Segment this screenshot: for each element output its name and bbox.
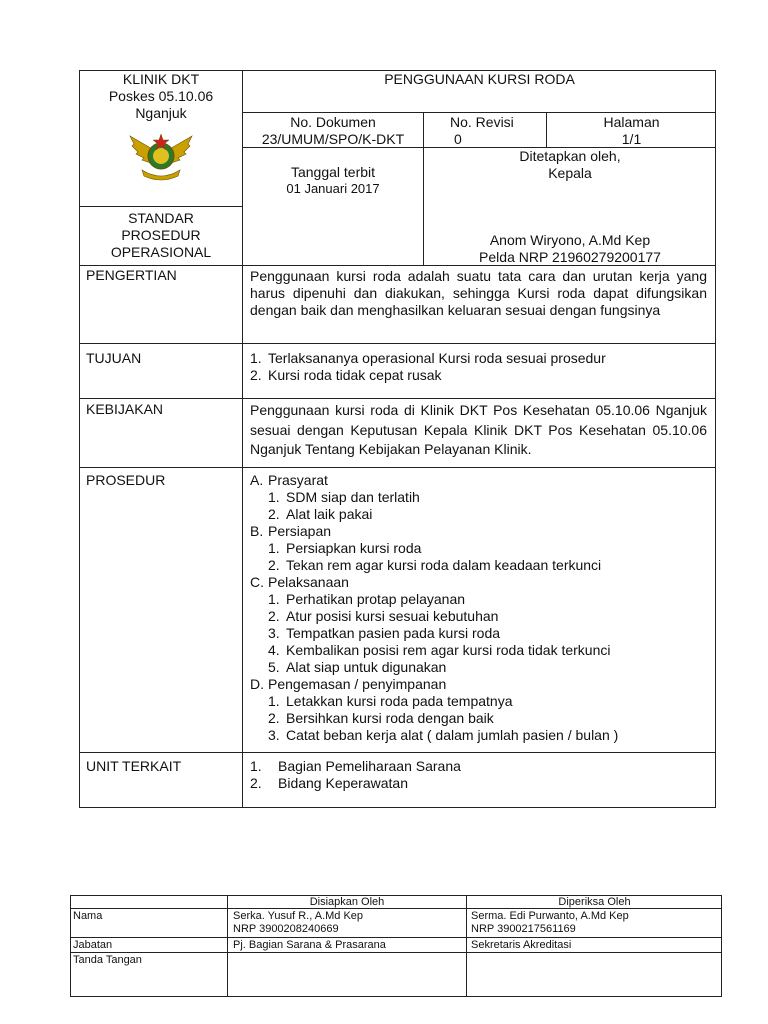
prepared-name: Serka. Yusuf R., A.Md Kep <box>233 910 364 922</box>
issue-date-value: 01 Januari 2017 <box>286 181 380 196</box>
list-item: 1. Bagian Pemeliharaan Sarana <box>250 758 461 774</box>
section-label-prosedur: PROSEDUR <box>86 472 166 488</box>
list-item: 1. SDM siap dan terlatih <box>268 489 420 505</box>
divider <box>466 895 467 997</box>
list-item: 2. Alat laik pakai <box>268 506 373 522</box>
section-label-kebijakan: KEBIJAKAN <box>86 401 164 417</box>
document-title: PENGGUNAAN KURSI RODA <box>384 71 575 87</box>
divider <box>70 937 722 938</box>
sop-label-line2: PROSEDUR <box>121 227 201 243</box>
sop-label-line3: OPERASIONAL <box>110 244 212 260</box>
list-item: 1. Persiapkan kursi roda <box>268 540 422 556</box>
unit-terkait-list <box>250 758 707 792</box>
divider <box>227 895 228 997</box>
divider <box>79 343 716 344</box>
revision-value: 0 <box>454 131 462 147</box>
prosedur-list <box>250 472 707 744</box>
page-label: Halaman <box>603 114 660 130</box>
divider <box>79 398 716 399</box>
issue-date-label: Tanggal terbit <box>290 164 376 180</box>
list-item: 3. Tempatkan pasien pada kursi roda <box>268 625 501 641</box>
divider <box>79 752 716 753</box>
list-item: 1. Perhatikan protap pelayanan <box>268 591 466 607</box>
approved-by-role: Kepala <box>548 165 592 181</box>
divider <box>70 952 722 953</box>
column-header-checked: Diperiksa Oleh <box>558 896 631 908</box>
list-item: 2. Bidang Keperawatan <box>250 775 408 791</box>
group-heading: C. Pelaksanaan <box>250 574 349 590</box>
emblem-logo <box>128 126 194 184</box>
issue-date-cell <box>243 164 423 197</box>
group-heading: D. Pengemasan / penyimpanan <box>250 676 447 692</box>
divider <box>79 206 243 207</box>
section-text-kebijakan: Penggunaan kursi roda di Klinik DKT Pos Kesehatan 05.10.06 Nganjuk sesuai dengan Keputusan Kepala Klinik DKT Pos Kesehatan 05.10.06 Nganjuk Tentang Kebijakan Pelayanan Klinik. <box>250 402 707 457</box>
divider <box>242 112 716 113</box>
checked-position: Sekretaris Akreditasi <box>471 939 572 951</box>
checked-nrp: NRP 3900217561169 <box>471 923 576 935</box>
checked-name: Serma. Edi Purwanto, A.Md Kep <box>471 910 629 922</box>
section-label-unit-terkait: UNIT TERKAIT <box>86 758 182 774</box>
section-label-pengertian: PENGERTIAN <box>86 267 177 283</box>
row-label-position: Jabatan <box>73 939 113 951</box>
organization-block <box>80 71 242 122</box>
org-name: KLINIK DKT <box>122 71 200 87</box>
section-text-pengertian: Penggunaan kursi roda adalah suatu tata cara dan urutan kerja yang harus dipenuhi dan diakukan, sehingga Kursi roda dapat difungsikan dengan baik dan menghasilkan keluaran sesuai dengan fungsinya <box>250 268 707 318</box>
list-item: 2. Kursi roda tidak cepat rusak <box>250 367 442 383</box>
revision-cell <box>450 114 546 148</box>
approver-name: Anom Wiryono, A.Md Kep <box>489 232 651 248</box>
prepared-position: Pj. Bagian Sarana & Prasarana <box>233 939 386 951</box>
sop-label-block <box>80 210 242 261</box>
prepared-nrp: NRP 3900208240669 <box>233 923 339 935</box>
approver-block <box>424 232 716 266</box>
org-unit: Poskes 05.10.06 <box>108 88 214 104</box>
doc-number-value: 23/UMUM/SPO/K-DKT <box>261 131 405 147</box>
sop-label-line1: STANDAR <box>128 210 194 226</box>
doc-number-label: No. Dokumen <box>290 114 376 130</box>
doc-number-cell <box>243 114 423 148</box>
list-item: 2. Bersihkan kursi roda dengan baik <box>268 710 494 726</box>
revision-label: No. Revisi <box>450 114 514 130</box>
list-item: 4. Kembalikan posisi rem agar kursi roda tidak terkunci <box>268 642 611 658</box>
divider <box>79 467 716 468</box>
page-cell <box>547 114 716 148</box>
list-item: 5. Alat siap untuk digunakan <box>268 659 447 675</box>
group-heading: A. Prasyarat <box>250 472 328 488</box>
row-label-name: Nama <box>73 910 103 922</box>
list-item: 2. Atur posisi kursi sesuai kebutuhan <box>268 608 499 624</box>
column-header-prepared: Disiapkan Oleh <box>309 896 385 908</box>
list-item: 1. Terlaksananya operasional Kursi roda sesuai prosedur <box>250 350 606 366</box>
section-label-tujuan: TUJUAN <box>86 350 142 366</box>
approval-cell <box>424 148 716 182</box>
page-value: 1/1 <box>621 131 642 147</box>
row-label-signature: Tanda Tangan <box>73 954 142 966</box>
approved-by-label: Ditetapkan oleh, <box>519 148 621 164</box>
group-heading: B. Persiapan <box>250 523 332 539</box>
approver-nrp: Pelda NRP 21960279200177 <box>479 249 661 265</box>
list-item: 1. Letakkan kursi roda pada tempatnya <box>268 693 513 709</box>
tujuan-list <box>250 350 707 384</box>
org-city: Nganjuk <box>135 105 187 121</box>
list-item: 2. Tekan rem agar kursi roda dalam keadaan terkunci <box>268 557 602 573</box>
list-item: 3. Catat beban kerja alat ( dalam jumlah pasien / bulan ) <box>268 727 619 743</box>
